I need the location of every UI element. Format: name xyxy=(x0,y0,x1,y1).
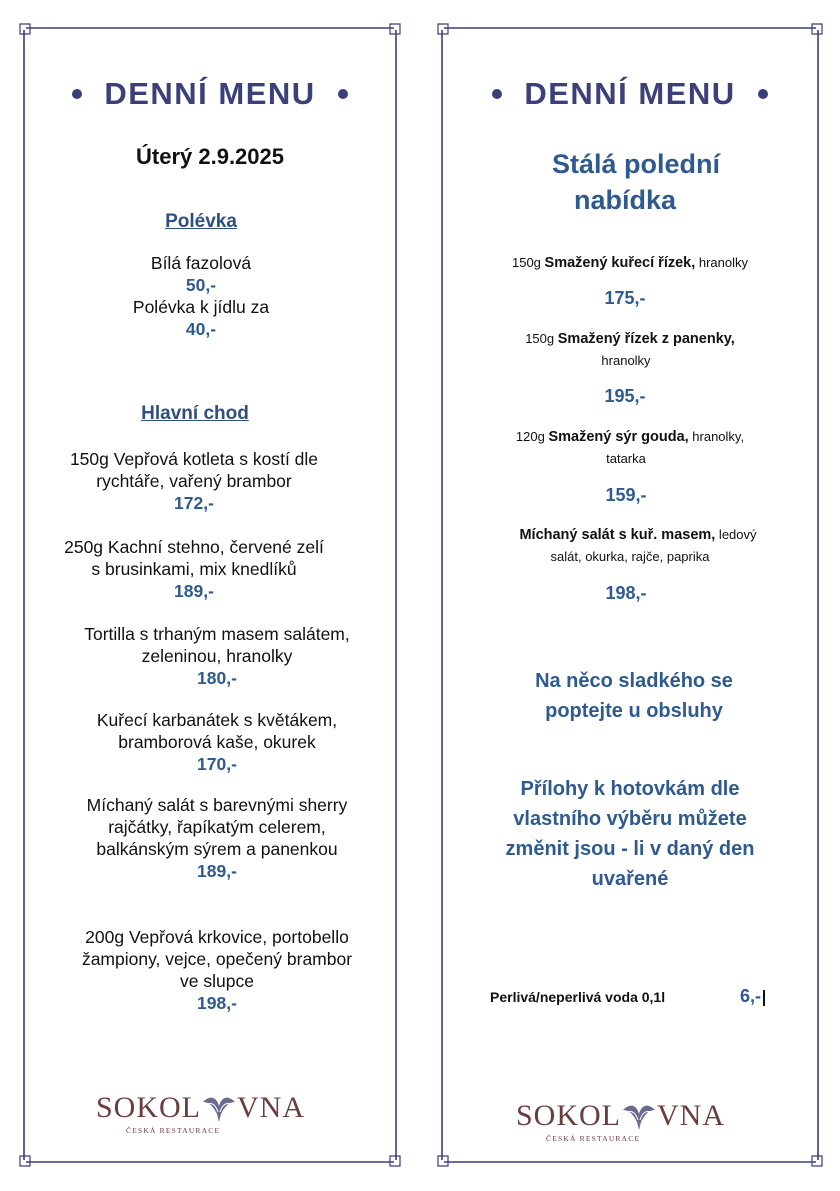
main-item xyxy=(16,709,418,775)
bird-emblem-icon xyxy=(619,1100,659,1134)
main-item-price: 170,- xyxy=(197,754,237,774)
bullet-icon xyxy=(492,89,502,99)
logo-word: SOKOL xyxy=(516,1099,622,1132)
menu-title: DENNÍ MENU xyxy=(104,76,316,111)
standing-offer-panel xyxy=(434,20,826,1170)
logo-word: SOKOL xyxy=(96,1091,202,1124)
soup-heading: Polévka xyxy=(165,211,237,232)
soup-name: Bílá fazolová xyxy=(150,253,252,273)
main-item-text: rychtáře, vařený brambor xyxy=(96,471,292,491)
bullet-icon xyxy=(338,89,348,99)
soup-name: Polévka k jídlu za xyxy=(132,297,270,317)
main-item xyxy=(16,794,418,882)
standing-offer-title: nabídka xyxy=(573,185,677,215)
main-item-text: rajčátky, řapíkatým celerem, xyxy=(108,817,326,837)
main-item xyxy=(16,926,418,1014)
menu-date: Úterý 2.9.2025 xyxy=(136,144,284,169)
offer-item-price: 195,- xyxy=(604,386,646,406)
offer-item-text: salát, okurka, rajče, paprika xyxy=(550,549,710,564)
offer-item-text: 150g Smažený řízek z panenky, xyxy=(525,331,735,347)
logo-word: VNA xyxy=(237,1091,306,1124)
restaurant-logo xyxy=(96,1091,306,1135)
offer-item-text: 120g Smažený sýr gouda, hranolky, xyxy=(515,429,745,445)
main-item-price: 198,- xyxy=(197,993,237,1013)
main-item-text: Kuřecí karbanátek s květákem, xyxy=(96,710,338,730)
menu-header xyxy=(434,76,826,112)
main-item-text: 150g Vepřová kotleta s kostí dle xyxy=(69,449,319,469)
main-item-text: ve slupce xyxy=(180,971,254,991)
offer-item-text: tatarka xyxy=(606,451,646,466)
main-item-price: 180,- xyxy=(197,668,237,688)
main-item-text: zeleninou, hranolky xyxy=(141,646,293,666)
bird-emblem-icon xyxy=(199,1092,239,1126)
main-item-text: balkánským sýrem a panenkou xyxy=(96,839,338,859)
main-item xyxy=(16,448,372,514)
main-item-text: Míchaný salát s barevnými sherry xyxy=(86,795,348,815)
water-price: 6,- xyxy=(740,986,762,1006)
main-item-text: s brusinkami, mix knedlíků xyxy=(91,559,297,579)
soup-price: 50,- xyxy=(185,275,217,295)
main-item-price: 189,- xyxy=(174,581,214,601)
logo-word: VNA xyxy=(657,1099,726,1132)
water-label: Perlivá/neperlivá voda 0,1l xyxy=(490,989,666,1005)
main-item-text: žampiony, vejce, opečený brambor xyxy=(81,949,353,969)
bullet-icon xyxy=(758,89,768,99)
soup-list xyxy=(16,252,386,340)
main-item xyxy=(16,536,372,602)
main-item-text: 200g Vepřová krkovice, portobello xyxy=(85,927,349,947)
main-item-price: 189,- xyxy=(197,861,237,881)
main-item xyxy=(16,623,418,689)
restaurant-logo xyxy=(516,1099,726,1143)
sides-note: Přílohy k hotovkám dle vlastního výběru můžete změnit jsou - li v daný den uvařené xyxy=(505,778,755,890)
offer-item-text: Míchaný salát s kuř. masem, ledový xyxy=(519,527,757,543)
main-item-text: 250g Kachní stehno, červené zelí xyxy=(64,537,324,557)
standing-offer-title: Stálá polední xyxy=(551,149,721,179)
offer-item-text: 150g Smažený kuřecí řízek, hranolky xyxy=(511,255,749,271)
main-course-heading: Hlavní chod xyxy=(141,403,249,424)
main-item-text: Tortilla s trhaným masem salátem, xyxy=(84,624,350,644)
offer-item-text: hranolky xyxy=(601,353,651,368)
menu-title: DENNÍ MENU xyxy=(524,76,736,111)
bullet-icon xyxy=(72,89,82,99)
offer-item-price: 175,- xyxy=(604,288,646,308)
menu-header xyxy=(16,76,404,112)
offer-item-price: 198,- xyxy=(605,583,647,603)
dessert-note: Na něco sladkého se poptejte u obsluhy xyxy=(535,670,733,722)
text-cursor xyxy=(763,990,765,1006)
logo-tagline: ČESKÁ RESTAURACE xyxy=(546,1134,641,1143)
offer-item-price: 159,- xyxy=(605,485,647,505)
main-item-text: bramborová kaše, okurek xyxy=(118,732,316,752)
logo-tagline: ČESKÁ RESTAURACE xyxy=(126,1126,221,1135)
soup-price: 40,- xyxy=(185,319,217,339)
main-item-price: 172,- xyxy=(174,493,214,513)
daily-menu-panel xyxy=(16,20,404,1170)
